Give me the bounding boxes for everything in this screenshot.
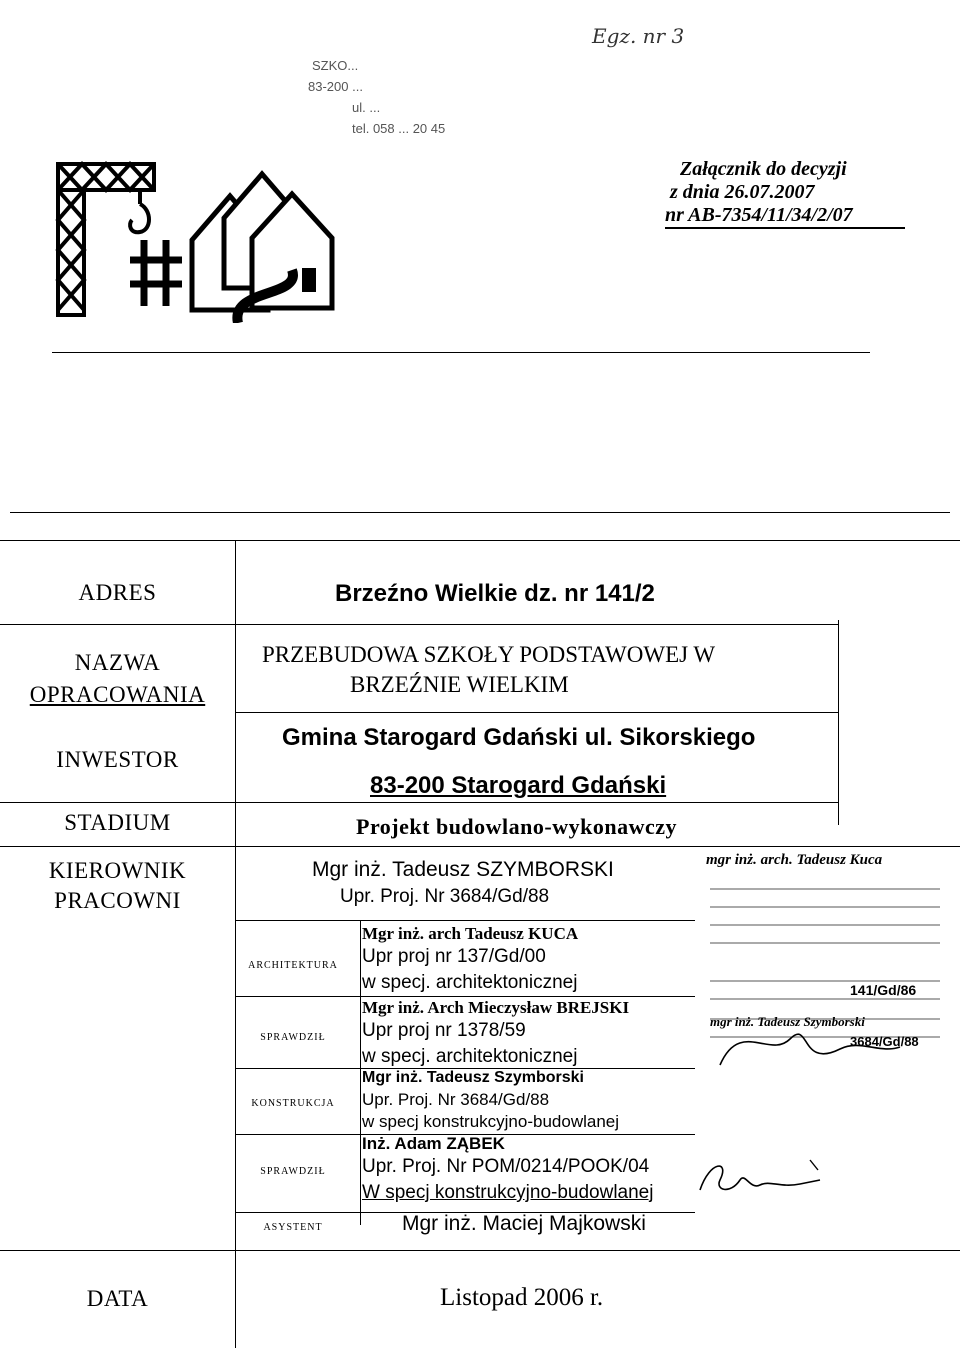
row-divider-nazwa xyxy=(235,712,838,713)
sprawdzil-1-label: SPRAWDZIŁ xyxy=(260,1032,326,1043)
stadium-value: Projekt budowlano-wykonawczy xyxy=(356,814,678,839)
attachment-stamp-line-1: Załącznik do decyzji xyxy=(680,158,847,180)
stamp-line-4: 3684/Gd/88 xyxy=(850,1034,919,1049)
adres-value: Brzeźno Wielkie dz. nr 141/2 xyxy=(335,580,655,607)
table-right-border xyxy=(838,620,839,825)
konstrukcja-label: KONSTRUKCJA xyxy=(251,1098,335,1109)
stadium-label: STADIUM xyxy=(64,810,171,835)
asystent-label: ASYSTENT xyxy=(263,1222,323,1233)
inwestor-label: INWESTOR xyxy=(56,747,179,772)
sprawdzil-1-spec: w specj. architektonicznej xyxy=(362,1046,578,1067)
kierownik-label-line-1: KIEROWNIK xyxy=(48,858,187,883)
architektura-name: Mgr inż. arch Tadeusz KUCA xyxy=(362,924,579,943)
data-value: Listopad 2006 r. xyxy=(440,1284,604,1311)
row-divider-adres xyxy=(0,624,838,625)
row-divider-architektura xyxy=(235,996,695,997)
kierownik-name: Mgr inż. Tadeusz SZYMBORSKI xyxy=(312,858,614,881)
adres-label: ADRES xyxy=(78,580,157,605)
row-divider-asystent xyxy=(0,1250,960,1251)
stamp-line-3: mgr inż. Tadeusz Szymborski xyxy=(710,1014,865,1029)
kierownik-label-line-2: PRACOWNI xyxy=(54,888,181,913)
nazwa-label-line-1: NAZWA xyxy=(74,650,161,675)
sprawdzil-2-license: Upr. Proj. Nr POM/0214/POOK/04 xyxy=(362,1156,650,1177)
konstrukcja-license: Upr. Proj. Nr 3684/Gd/88 xyxy=(362,1090,550,1109)
row-divider-kierownik xyxy=(235,920,695,921)
sub-label-divider xyxy=(360,920,361,1225)
stamp-line-2: 141/Gd/86 xyxy=(850,982,917,998)
asystent-name: Mgr inż. Maciej Majkowski xyxy=(402,1212,646,1235)
company-line-2: 83-200 ... xyxy=(308,79,363,94)
kierownik-license: Upr. Proj. Nr 3684/Gd/88 xyxy=(340,886,550,907)
attachment-stamp-line-3: nr AB-7354/11/34/2/07 xyxy=(665,204,905,229)
copy-number-note: Egz. nr 3 xyxy=(592,24,685,48)
company-line-4: tel. 058 ... 20 45 xyxy=(352,121,446,136)
architektura-label: ARCHITEKTURA xyxy=(248,960,338,971)
inwestor-value-line-1: Gmina Starogard Gdański ul. Sikorskiego xyxy=(282,724,756,751)
sprawdzil-2-label: SPRAWDZIŁ xyxy=(260,1166,326,1177)
data-label: DATA xyxy=(86,1286,149,1311)
architektura-spec: w specj. architektonicznej xyxy=(362,972,578,993)
nazwa-label-line-2: OPRACOWANIA xyxy=(29,682,206,707)
inwestor-value-line-2: 83-200 Starogard Gdański xyxy=(370,772,667,799)
sprawdzil-2-name: Inż. Adam ZĄBEK xyxy=(362,1134,505,1153)
architektura-license: Upr proj nr 137/Gd/00 xyxy=(362,946,546,967)
stamp-line-1: mgr inż. arch. Tadeusz Kuca xyxy=(706,852,883,868)
nazwa-value-line-2: BRZEŹNIE WIELKIM xyxy=(350,672,569,697)
sprawdzil-2-spec: W specj konstrukcyjno-budowlanej xyxy=(362,1182,654,1203)
konstrukcja-name: Mgr inż. Tadeusz Szymborski xyxy=(362,1069,584,1086)
nazwa-value-line-1: PRZEBUDOWA SZKOŁY PODSTAWOWEJ W xyxy=(262,642,716,667)
company-line-1: SZKO... xyxy=(312,58,359,73)
table-top-border xyxy=(0,540,960,541)
license-stamp-block xyxy=(700,852,950,1152)
row-divider-inwestor xyxy=(0,802,838,803)
sprawdzil-1-name: Mgr inż. Arch Mieczysław BREJSKI xyxy=(362,998,630,1017)
konstrukcja-spec: w specj konstrukcyjno-budowlanej xyxy=(362,1112,620,1131)
sprawdzil-1-license: Upr proj nr 1378/59 xyxy=(362,1020,526,1041)
attachment-stamp-line-2: z dnia 26.07.2007 xyxy=(670,181,815,203)
company-line-3: ul. ... xyxy=(352,100,381,115)
row-divider-stadium xyxy=(0,846,960,847)
signature-icon xyxy=(690,1150,830,1210)
